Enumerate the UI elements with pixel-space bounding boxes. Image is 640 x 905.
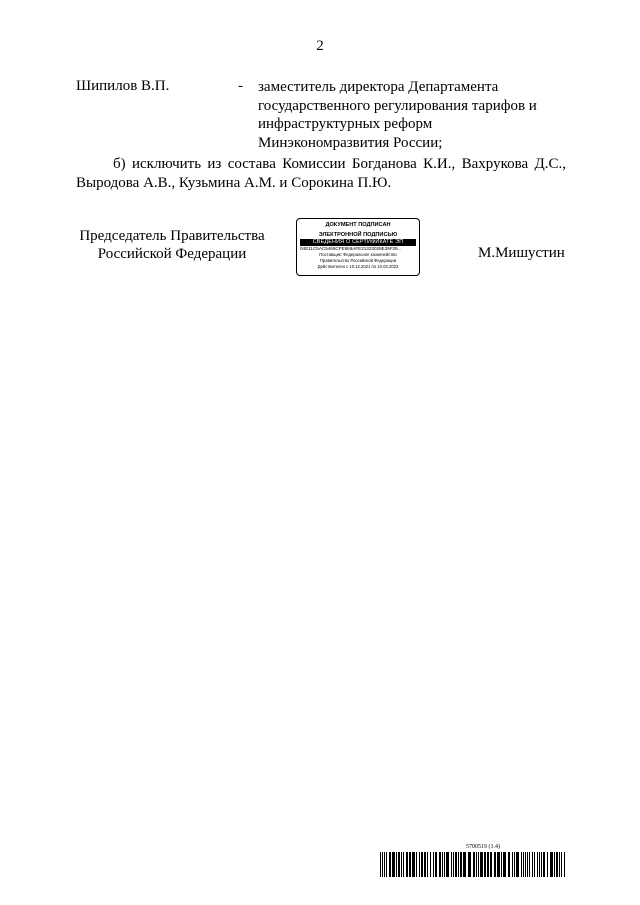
member-title	[258, 78, 578, 152]
document-code: 5700519 (1.4)	[466, 844, 500, 850]
position-line: Российской Федерации	[97, 246, 247, 262]
barcode-icon	[380, 852, 566, 877]
member-name: Шипилов В.П.	[76, 78, 170, 94]
member-title-line: государственного регулирования тарифов и	[258, 97, 537, 114]
paragraph-line: б) исключить из состава Комиссии Богданова К.И., Вахрукова Д.С.,	[113, 156, 566, 172]
signer-name: М.Мишустин	[478, 245, 565, 261]
member-title-line: заместитель директора Департамента	[258, 79, 499, 95]
page-number: 2	[316, 38, 324, 54]
member-dash: -	[238, 78, 243, 94]
stamp-header: ДОКУМЕНТ ПОДПИСАН	[325, 222, 391, 228]
member-title-line: инфраструктурных реформ	[258, 116, 433, 132]
stamp-validity: Действителен с 10.12.2021 по 10.03.2023	[317, 263, 399, 269]
paragraph-line: Выродова А.В., Кузьмина А.М. и Сорокина П.Ю.	[76, 175, 392, 191]
electronic-signature-stamp	[296, 218, 420, 276]
position-line: Председатель Правительства	[79, 228, 265, 244]
stamp-issuer: Поставщик: Федеральное казначейство	[319, 252, 397, 258]
member-title-line: Минэкономразвития России;	[258, 134, 443, 151]
stamp-certificate-bar: СВЕДЕНИЯ О СЕРТИФИКАТЕ ЭП	[300, 239, 416, 246]
chairman-position	[74, 227, 270, 263]
stamp-header: ЭЛЕКТРОННОЙ ПОДПИСЬЮ	[318, 231, 398, 238]
exclusion-paragraph	[76, 155, 566, 193]
stamp-issuer: Правительство Российской Федерации	[319, 258, 397, 263]
stamp-serial: 04E11C5AC5468CFE868AFE21323028E39F29...	[300, 246, 402, 251]
